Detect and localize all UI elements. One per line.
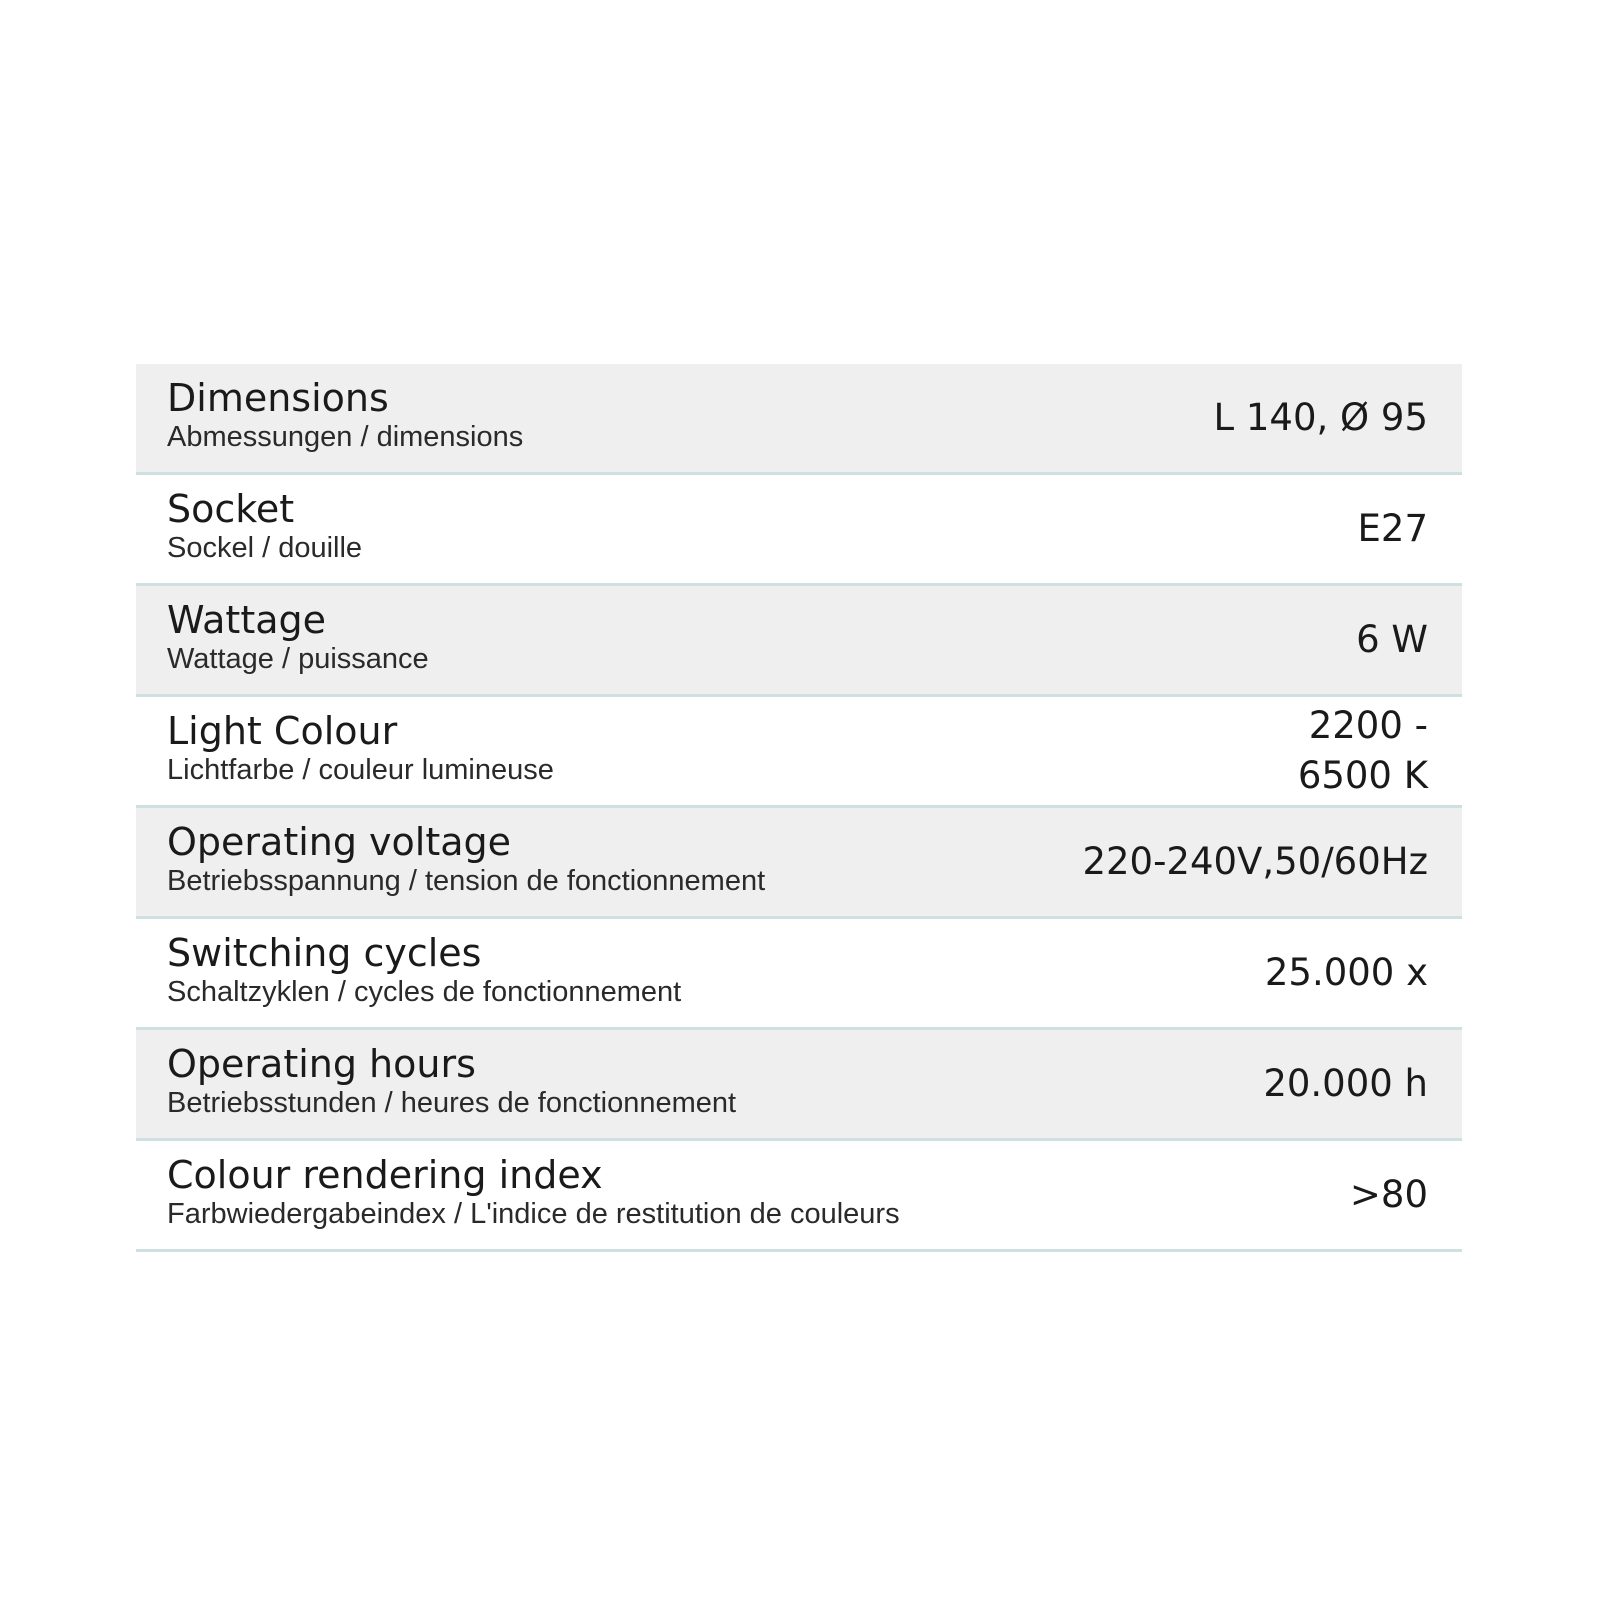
spec-label: Light Colour [167,709,398,753]
spec-row-operating-hours [136,1030,1462,1141]
spec-label-block [167,820,765,898]
spec-sublabel: Sockel / douille [167,532,363,564]
spec-row-operating-voltage [136,808,1462,919]
spec-sublabel: Farbwiedergabeindex / L'indice de restitution de couleurs [167,1198,900,1230]
spec-sublabel: Lichtfarbe / couleur lumineuse [167,754,554,786]
spec-label: Operating voltage [167,820,512,864]
spec-row-wattage [136,586,1462,697]
spec-row-colour-rendering-index [136,1141,1462,1252]
spec-label: Colour rendering index [167,1153,603,1197]
spec-row-light-colour [136,697,1462,808]
spec-label-block [167,1153,900,1231]
spec-label: Socket [167,487,295,531]
spec-table [136,364,1462,1252]
spec-label-block [167,1042,736,1120]
spec-label: Operating hours [167,1042,476,1086]
spec-label-block [167,376,523,454]
spec-label: Dimensions [167,376,389,420]
spec-sublabel: Abmessungen / dimensions [167,421,524,453]
spec-label-block [167,931,681,1009]
spec-sublabel: Betriebsstunden / heures de fonctionnement [167,1087,737,1119]
spec-sublabel: Wattage / puissance [167,643,429,675]
spec-label: Wattage [167,598,327,642]
spec-sublabel: Betriebsspannung / tension de fonctionnement [167,865,766,897]
spec-sublabel: Schaltzyklen / cycles de fonctionnement [167,976,682,1008]
spec-value: 6 W [1356,618,1428,661]
spec-row-dimensions [136,364,1462,475]
spec-value: 2200 - 6500 K [1297,704,1428,797]
spec-value: >80 [1349,1173,1428,1216]
spec-value: L 140, Ø 95 [1213,396,1428,439]
spec-value: 220-240V,50/60Hz [1082,840,1428,883]
spec-row-socket [136,475,1462,586]
spec-value: 25.000 x [1264,951,1428,994]
spec-value: E27 [1357,507,1428,550]
spec-label-block [167,598,429,676]
spec-label-block [167,709,554,787]
spec-value: 20.000 h [1263,1062,1428,1105]
spec-row-switching-cycles [136,919,1462,1030]
spec-label-block [167,487,362,565]
spec-label: Switching cycles [167,931,482,975]
